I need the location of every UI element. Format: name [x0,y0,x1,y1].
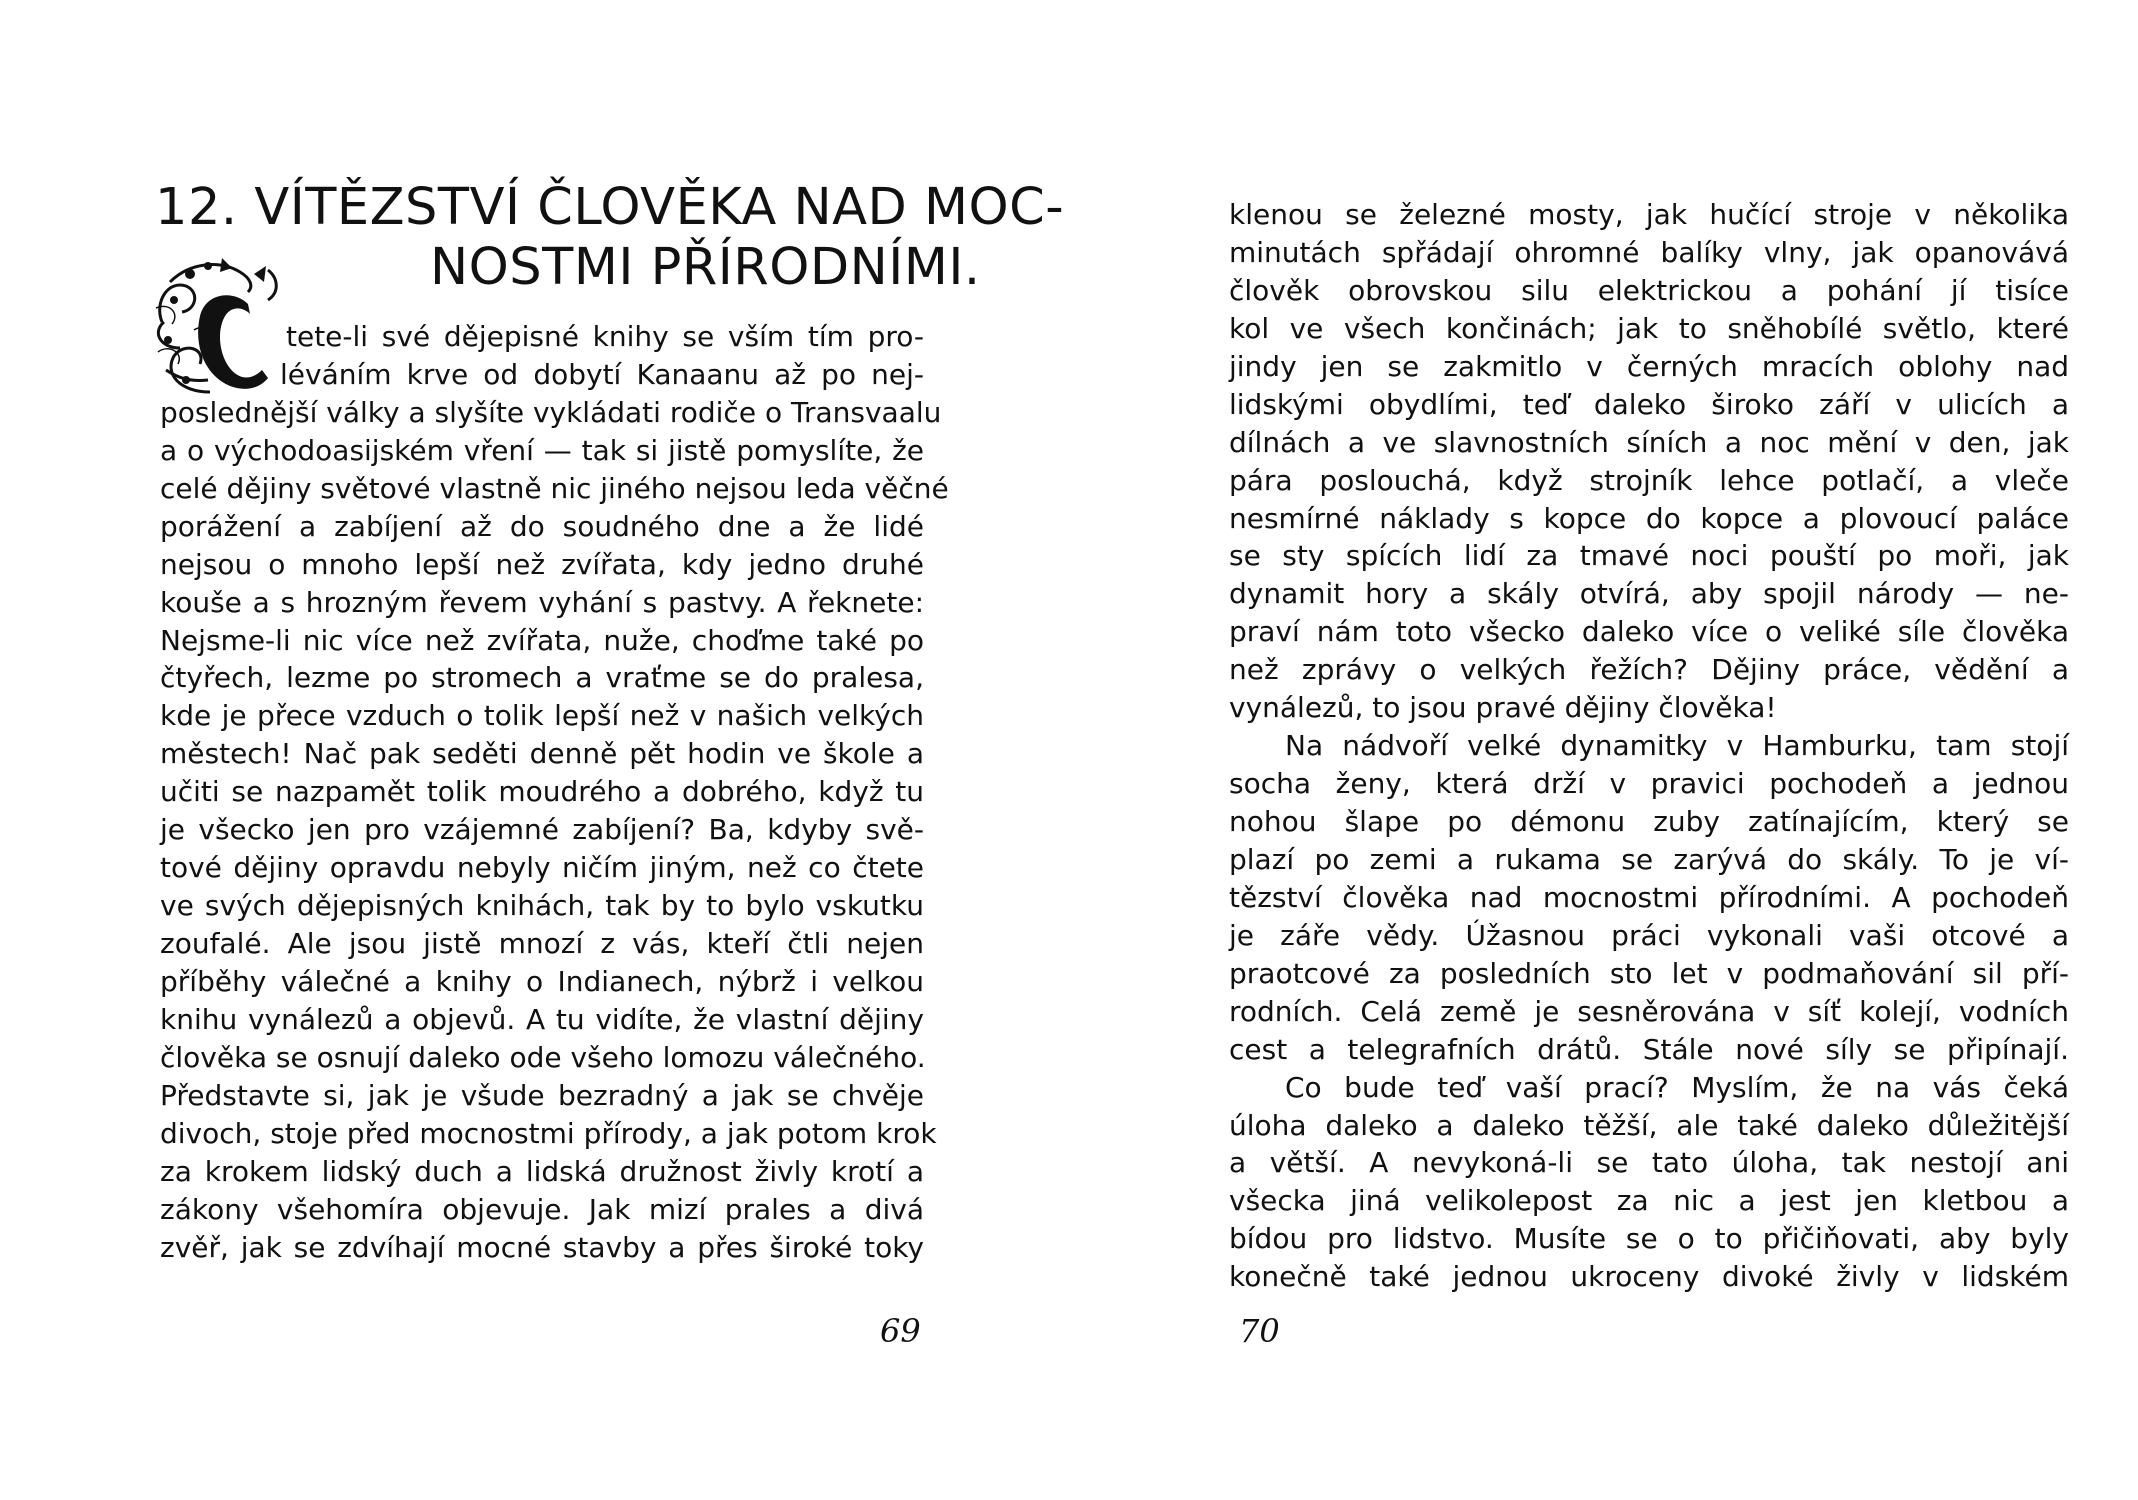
text-line: socha ženy, která drží v pravici pochodeň a jednou [1229,767,2069,801]
text-line: kouše a s hrozným řevem vyhání s pastvy. A řeknete: [160,585,924,619]
text-line: nesmírné náklady s kopce do kopce a plovoucí paláce [1229,501,2069,535]
text-line: léváním krve od dobytí Kanaanu až po nej- [280,357,924,391]
text-line: dílnách a ve slavnostních síních a noc mění v den, jak [1229,425,2069,459]
text-line: než zprávy o velkých řežích? Dějiny práce, vědění a [1229,653,2069,687]
right-page [1069,0,2138,1500]
text-line: úloha daleko a daleko těžší, ale také daleko důležitější [1229,1108,2069,1142]
text-line: čtyřech, lezme po stromech a vraťme se do pralesa, [160,661,924,695]
text-line: klenou se železné mosty, jak hučící stroje v několika [1229,198,2069,231]
text-line: městech! Nač pak seděti denně pět hodin ve škole a [160,737,924,771]
text-line: vynálezů, to jsou pravé dějiny člověka! [1229,691,1777,725]
text-line: zoufalé. Ale jsou jistě mnozí z vás, kteří čtli nejen [160,927,924,960]
left-page-body [160,318,949,1266]
text-line: kde je přece vzduch o tolik lepší než v našich velkých [160,699,924,733]
text-line: a o východoasijském vření — tak si jistě pomyslíte, že [160,433,924,467]
text-line: zvěř, jak se zdvíhají mocné stavby a přes široké toky [160,1230,924,1264]
text-line: a větší. A nevykoná-li se tato úloha, tak nestojí ani [1229,1146,2069,1180]
text-line: učiti se nazpamět tolik moudrého a dobrého, když tu [160,775,924,809]
text-line: nejsou o mnoho lepší než zvířata, kdy jedno druhé [160,547,924,581]
text-line: celé dějiny světové vlastně nic jiného nejsou leda věčné [160,471,949,505]
text-line: lidskými obydlími, teď daleko široko září v ulicích a [1229,387,2069,421]
text-line: tete-li své dějepisné knihy se vším tím pro- [286,320,924,353]
text-line: konečně také jednou ukroceny divoké živly v lidském [1229,1260,2069,1294]
text-line: všecka jiná velikolepost za nic a jest jen kletbou a [1229,1184,2069,1218]
text-line: minutách spřádají ohromné balíky vlny, jak opanovává [1229,235,2069,269]
text-line: knihu vynálezů a objevů. A tu vidíte, že vlastní dějiny [160,1002,924,1036]
text-line: ve svých dějepisných knihách, tak by to bylo vskutku [160,889,924,923]
page-number: 70 [1239,1312,1280,1350]
text-line: dynamit hory a skály otvírá, aby spojil národy — ne- [1229,577,2069,611]
text-line: poslednější války a slyšíte vykládati rodiče o Transvaalu [160,395,942,429]
right-page-body [1229,196,2069,1296]
text-line: jindy jen se zakmitlo v černých mracích oblohy nad [1229,349,2069,383]
page-number: 69 [880,1312,921,1350]
text-line: Nejsme-li nic více než zvířata, nuže, choďme také po [160,623,924,657]
text-line: člověka se osnují daleko ode všeho lomozu válečného. [160,1040,926,1074]
text-line: člověk obrovskou silu elektrickou a pohání jí tisíce [1229,273,2069,307]
text-line: je všecko jen pro vzájemné zabíjení? Ba, kdyby svě- [160,813,924,847]
text-line: pára poslouchá, když strojník lehce potlačí, a vleče [1229,463,2069,497]
text-line: praví nám toto všecko daleko více o veliké síle člověka [1229,615,2069,649]
chapter-title-line-1: 12. VÍTĚZSTVÍ ČLOVĚKA NAD MOC- [155,178,1065,237]
text-line: divoch, stoje před mocnostmi přírody, a jak potom krok [160,1116,937,1150]
text-line: nohou šlape po démonu zuby zatínajícím, který se [1229,805,2069,838]
chapter-title-line-2: NOSTMI PŘÍRODNÍMI. [430,238,981,297]
text-line: příběhy válečné a knihy o Indianech, nýbrž i velkou [160,964,924,998]
text-line: praotcové za posledních sto let v podmaňování sil pří- [1229,956,2069,990]
text-line: kol ve všech končinách; jak to sněhobílé světlo, které [1229,311,2069,345]
text-line: za krokem lidský duch a lidská družnost živly krotí a [160,1154,924,1188]
text-line: zákony všehomíra objevuje. Jak mizí prales a divá [160,1192,924,1226]
text-line: tové dějiny opravdu nebyly ničím jiným, než co čtete [160,851,924,885]
text-line: rodních. Celá země je sesněrována v síť kolejí, vodních [1229,994,2069,1028]
text-line: bídou pro lidstvo. Musíte se o to přičiňovati, aby byly [1229,1222,2069,1256]
text-line: Na nádvoří velké dynamitky v Hamburku, tam stojí [1285,729,2069,763]
text-line: cest a telegrafních drátů. Stále nové síly se připínají. [1229,1032,2069,1066]
text-line: plazí po zemi a rukama se zarývá do skály. To je ví- [1229,842,2069,876]
text-line: Představte si, jak je všude bezradný a jak se chvěje [160,1078,924,1112]
text-line: je záře vědy. Úžasnou práci vykonali vaši otcové a [1229,918,2069,952]
text-line: se sty spících lidí za tmavé noci pouští po moři, jak [1229,539,2069,573]
text-line: Co bude teď vaší prací? Myslím, že na vás čeká [1285,1070,2069,1104]
text-line: porážení a zabíjení až do soudného dne a že lidé [160,509,924,543]
text-line: tězství člověka nad mocnostmi přírodními. A pochodeň [1229,880,2069,914]
